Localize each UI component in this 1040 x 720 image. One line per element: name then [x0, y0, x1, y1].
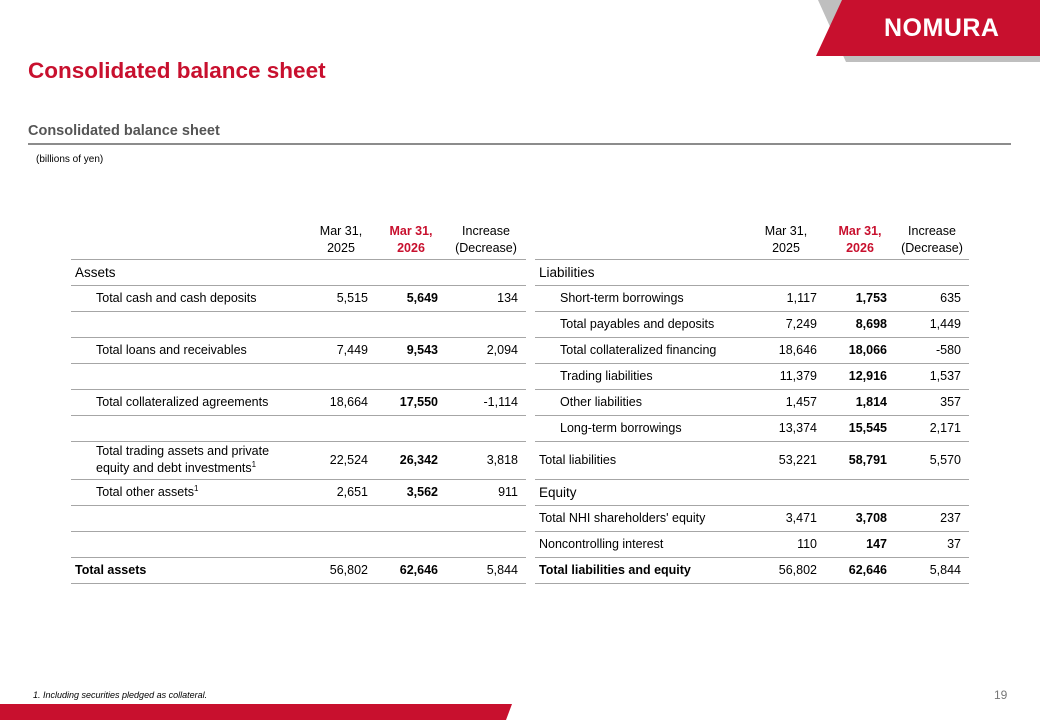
row-label: Total assets: [71, 557, 306, 583]
total-assets-row: [71, 557, 526, 583]
value-prev: 2,651: [306, 479, 376, 505]
value-prev: 13,374: [747, 415, 825, 441]
value-curr: 62,646: [825, 557, 895, 583]
table-row: [71, 389, 526, 415]
value-change: 237: [895, 505, 969, 531]
value-curr: 1,814: [825, 389, 895, 415]
liabilities-header-row: [535, 221, 969, 259]
value-prev: 1,117: [747, 285, 825, 311]
row-label: Total cash and cash deposits: [71, 285, 306, 311]
col-header-curr: Mar 31, 2026: [825, 221, 895, 259]
value-change: 2,171: [895, 415, 969, 441]
table-row: [535, 531, 969, 557]
value-change: 134: [446, 285, 526, 311]
value-change: 2,094: [446, 337, 526, 363]
value-curr: 62,646: [376, 557, 446, 583]
value-curr: 5,649: [376, 285, 446, 311]
value-curr: 9,543: [376, 337, 446, 363]
table-row: [535, 285, 969, 311]
value-curr: 1,753: [825, 285, 895, 311]
header-blank: [71, 221, 306, 259]
table-row: [535, 389, 969, 415]
table-row-empty: [71, 363, 526, 389]
table-row: [71, 479, 526, 505]
assets-section-row: [71, 259, 526, 285]
value-curr: 147: [825, 531, 895, 557]
value-curr: 15,545: [825, 415, 895, 441]
page-number: 19: [994, 688, 1008, 702]
assets-heading: Assets: [71, 259, 526, 285]
value-change: 37: [895, 531, 969, 557]
row-label: Total trading assets and private equity and debt investments$^1$: [71, 441, 306, 479]
row-label: Trading liabilities: [535, 363, 747, 389]
table-row-empty: [71, 505, 526, 531]
value-change: -580: [895, 337, 969, 363]
row-label: Total loans and receivables: [71, 337, 306, 363]
footnote: 1. Including securities pledged as collateral.: [33, 690, 208, 700]
nomura-logo: NOMURA: [884, 14, 1000, 42]
table-row: [535, 363, 969, 389]
section-divider: [28, 143, 1011, 145]
assets-header-row: [71, 221, 526, 259]
header-blank: [535, 221, 747, 259]
value-prev: 22,524: [306, 441, 376, 479]
row-label: Noncontrolling interest: [535, 531, 747, 557]
row-label: Total collateralized financing: [535, 337, 747, 363]
value-prev: 11,379: [747, 363, 825, 389]
value-curr: 18,066: [825, 337, 895, 363]
row-label: Total collateralized agreements: [71, 389, 306, 415]
value-change: 5,844: [895, 557, 969, 583]
table-row: [71, 441, 526, 479]
value-change: 1,449: [895, 311, 969, 337]
value-change: 5,844: [446, 557, 526, 583]
value-change: 635: [895, 285, 969, 311]
liabilities-section-row: [535, 259, 969, 285]
col-header-change: Increase (Decrease): [446, 221, 526, 259]
units-note: (billions of yen): [36, 154, 104, 165]
value-curr: 26,342: [376, 441, 446, 479]
row-label: Total liabilities and equity: [535, 557, 747, 583]
row-label: Total payables and deposits: [535, 311, 747, 337]
value-curr: 58,791: [825, 441, 895, 479]
bottom-accent-band: [0, 702, 520, 720]
value-change: 5,570: [895, 441, 969, 479]
row-label: Total liabilities: [535, 441, 747, 479]
value-change: 1,537: [895, 363, 969, 389]
page-title: Consolidated balance sheet: [28, 58, 326, 83]
value-prev: 7,449: [306, 337, 376, 363]
table-row: [71, 285, 526, 311]
row-label: Short-term borrowings: [535, 285, 747, 311]
value-prev: 53,221: [747, 441, 825, 479]
row-label: Other liabilities: [535, 389, 747, 415]
table-row: [535, 311, 969, 337]
value-prev: 3,471: [747, 505, 825, 531]
value-curr: 8,698: [825, 311, 895, 337]
table-row-empty: [71, 415, 526, 441]
value-change: -1,114: [446, 389, 526, 415]
value-prev: 110: [747, 531, 825, 557]
table-row: [71, 337, 526, 363]
value-prev: 18,664: [306, 389, 376, 415]
col-header-prev: Mar 31, 2025: [306, 221, 376, 259]
total-liabilities-equity-row: [535, 557, 969, 583]
value-prev: 5,515: [306, 285, 376, 311]
value-curr: 3,562: [376, 479, 446, 505]
liabilities-heading: Liabilities: [535, 259, 969, 285]
col-header-curr: Mar 31, 2026: [376, 221, 446, 259]
equity-heading: Equity: [535, 479, 969, 505]
value-curr: 3,708: [825, 505, 895, 531]
table-row-empty: [71, 531, 526, 557]
value-change: 357: [895, 389, 969, 415]
row-label: Total NHI shareholders' equity: [535, 505, 747, 531]
row-label: Total other assets$^1$: [71, 479, 306, 505]
value-prev: 1,457: [747, 389, 825, 415]
assets-table: [71, 221, 526, 584]
section-title: Consolidated balance sheet: [28, 123, 220, 139]
col-header-change: Increase (Decrease): [895, 221, 969, 259]
value-prev: 18,646: [747, 337, 825, 363]
logo-band: [810, 0, 1040, 62]
total-liabilities-row: [535, 441, 969, 479]
value-prev: 7,249: [747, 311, 825, 337]
value-prev: 56,802: [747, 557, 825, 583]
table-row-empty: [71, 311, 526, 337]
liabilities-table: [535, 221, 969, 584]
value-curr: 12,916: [825, 363, 895, 389]
table-row: [535, 415, 969, 441]
value-curr: 17,550: [376, 389, 446, 415]
value-change: 911: [446, 479, 526, 505]
equity-section-row: [535, 479, 969, 505]
table-row: [535, 337, 969, 363]
value-change: 3,818: [446, 441, 526, 479]
value-prev: 56,802: [306, 557, 376, 583]
col-header-prev: Mar 31, 2025: [747, 221, 825, 259]
row-label: Long-term borrowings: [535, 415, 747, 441]
table-row: [535, 505, 969, 531]
